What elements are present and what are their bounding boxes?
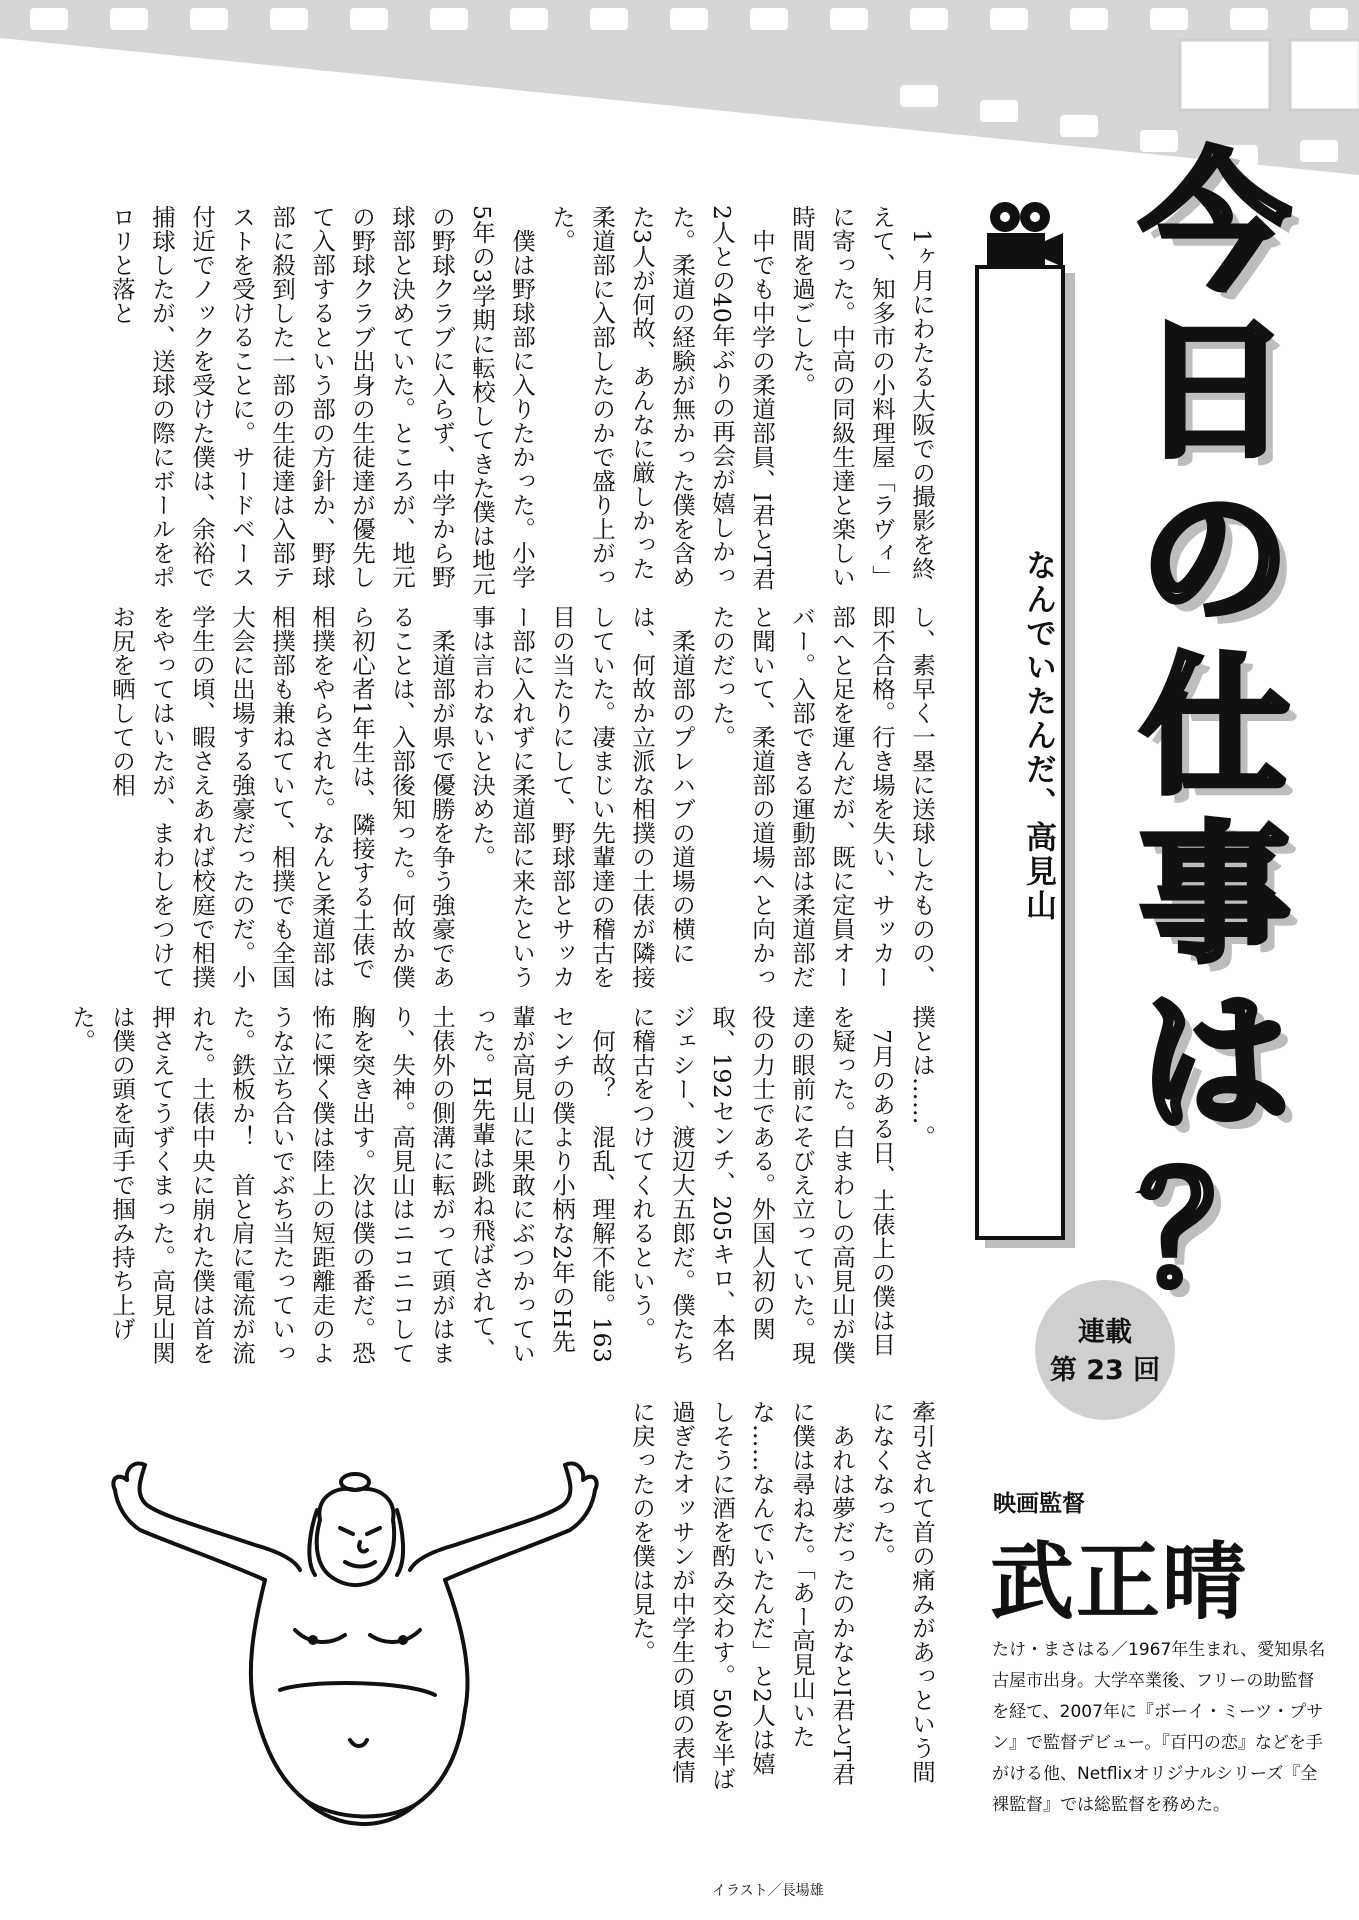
article-paragraph: 7月のある日、土俵上の僕は目を疑った。白まわしの高見山が僕達の眼前にそびえ立っていた。現役の力士である。外国人初の関取、192センチ、205キロ、本名ジェシー、渡辺大五郎だ。僕たちに稽古をつけてくれるという。 xyxy=(628,1005,896,1365)
author-bio: たけ・まさはる／1967年生まれ、愛知県名古屋市出身。大学卒業後、フリーの助監督を経て、2007年に『ボーイ・ミーツ・プサン』で監督デビュー。『百円の恋』などを手がける他、Netflixオリジナルシリーズ『全裸監督』では総監督を務めた。 xyxy=(992,1640,1326,1815)
series-title-char: 今 xyxy=(1139,137,1290,311)
serial-number: 第 23 回 xyxy=(1049,1355,1161,1386)
article-paragraph: 1ヶ月にわたる大阪での撮影を終えて、知多市の小料理屋「ラヴィ」に寄った。中高の同級生達と楽しい時間を過ごした。 xyxy=(788,205,936,589)
author-name: 武正晴 xyxy=(990,1532,1249,1631)
subtitle-box xyxy=(975,265,1065,1240)
article-paragraph: 中でも中学の柔道部員、I君とT君2人との40年ぶりの再会が嬉しかった。柔道の経験が無かった僕を含めた3人が何故、あんなに厳しかった柔道部に入部したのかで盛り上がった。 xyxy=(548,205,776,591)
series-title-char: ？ xyxy=(1139,1145,1290,1319)
article-paragraph: 僕は野球部に入りたかった。小学5年の3学期に転校してきた僕は地元の野球クラブに入らず、中学から野球部と決めていた。ところが、地元の野球クラブ出身の生徒達が優先して入部するという部の方針か、野球部に殺到した一部の生徒達は入部テストを受けることに。サードベース付近でノックを受けた僕は、余裕で捕球したが、送球の際にボールをポロリと落と xyxy=(108,205,536,596)
article-column-4 xyxy=(628,1400,942,1792)
article-paragraph: し、素早く一塁に送球したものの、即不合格。行き場を失い、サッカー部へと足を運んだが、既に定員オーバー。入部できる運動部は柔道部だと聞いて、柔道部の道場へと向かったのだった。 xyxy=(708,605,936,989)
movie-camera-icon xyxy=(975,195,1065,275)
series-title xyxy=(1090,137,1340,1319)
series-title-char: の xyxy=(1139,473,1290,647)
series-title-char: は xyxy=(1139,977,1290,1151)
serial-label: 連載 xyxy=(1078,1317,1132,1348)
serial-badge xyxy=(1035,1280,1175,1420)
illustration-credit: イラスト／長場雄 xyxy=(712,1883,824,1899)
article-subtitle: なんでいたんだ、高見山 xyxy=(1020,549,1056,923)
series-title-char: 仕 xyxy=(1139,641,1290,815)
article-paragraph: 撲とは……。 xyxy=(908,1005,936,1149)
article-paragraph: 何故？ 混乱、理解不能。163センチの僕より小柄な2年のH先輩が高見山に果敢にぶつかっていった。H先輩は跳ね飛ばされて、土俵外の側溝に転がって頭がはまり、失神。高見山はニコニコして胸を突き出す。次は僕の番だ。恐怖に慄く僕は陸上の短距離走のような立ち合いでぶち当たっていった。鉄板か！ 首と肩に電流が流れた。土俵中央に崩れた僕は首を押さえてうずくまった。高見山関は僕の頭を両手で掴み持ち上げた。 xyxy=(68,1005,616,1365)
sumo-wrestler-illustration xyxy=(105,1450,605,1870)
article-paragraph: あれは夢だったのかなとI君とT君に僕は尋ねた。「あー高見山いたな……なんでいたんだ」と2人は嬉しそうに酒を酌み交わす。50を半ば過ぎたオッサンが中学生の頃の表情に戻ったのを僕は見た。 xyxy=(628,1400,856,1791)
article-paragraph: 柔道部が県で優勝を争う強豪であることは、入部後知った。何故か僕ら初心者1年生は、隣接する土俵で相撲をやらされた。なんと柔道部は相撲部も兼ねていて、相撲でも全国大会に出場する強豪だったのだ。小学生の頃、暇さえあれば校庭で相撲をやってはいたが、まわしをつけてお尻を晒しての相 xyxy=(108,605,456,989)
article-paragraph: 柔道部のプレハブの道場の横には、何故か立派な相撲の土俵が隣接していた。凄まじい先輩達の稽古を目の当たりにして、野球部とサッカー部に入れずに柔道部に来たという事は言わないと決めた。 xyxy=(468,605,696,989)
series-title-char: 日 xyxy=(1139,305,1290,479)
series-title-char: 事 xyxy=(1139,809,1290,983)
article-column-2 xyxy=(92,605,942,997)
article-column-3 xyxy=(68,1005,942,1375)
author-role: 映画監督 xyxy=(993,1491,1085,1517)
article-column-1 xyxy=(92,205,942,597)
article-paragraph: 牽引されて首の痛みがあっという間になくなった。 xyxy=(868,1400,936,1784)
